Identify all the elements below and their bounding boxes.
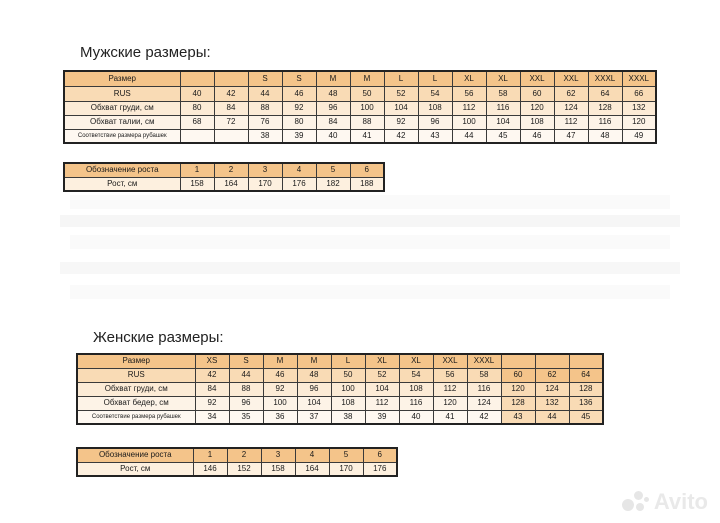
- women-height-table: [76, 447, 398, 477]
- table-row: [64, 71, 656, 86]
- table-cell: 112: [433, 382, 467, 396]
- row-label: Соответствие размера рубашек: [64, 129, 180, 143]
- table-cell: L: [418, 71, 452, 86]
- table-cell: 170: [248, 177, 282, 191]
- table-cell: 92: [384, 115, 418, 129]
- table-cell: 50: [331, 368, 365, 382]
- table-cell: 6: [350, 163, 384, 177]
- table-row: [77, 354, 603, 368]
- table-cell: 112: [452, 101, 486, 115]
- table-cell: 43: [501, 410, 535, 424]
- table-cell: 104: [486, 115, 520, 129]
- table-cell: 92: [195, 396, 229, 410]
- row-label: Размер: [64, 71, 180, 86]
- table-cell: XXL: [520, 71, 554, 86]
- table-cell: 38: [248, 129, 282, 143]
- men-size-table: [63, 70, 657, 144]
- table-cell: 46: [282, 86, 316, 101]
- table-cell: 80: [282, 115, 316, 129]
- table-row: [77, 396, 603, 410]
- table-cell: 64: [569, 368, 603, 382]
- row-label: Обозначение роста: [77, 448, 193, 462]
- table-cell: [535, 354, 569, 368]
- table-cell: 84: [195, 382, 229, 396]
- table-cell: 44: [535, 410, 569, 424]
- table-cell: [501, 354, 535, 368]
- table-cell: 45: [486, 129, 520, 143]
- table-cell: 42: [384, 129, 418, 143]
- table-cell: 1: [180, 163, 214, 177]
- table-cell: 56: [452, 86, 486, 101]
- table-cell: 54: [399, 368, 433, 382]
- table-cell: 68: [180, 115, 214, 129]
- table-cell: 124: [535, 382, 569, 396]
- table-cell: 136: [569, 396, 603, 410]
- table-cell: 92: [282, 101, 316, 115]
- table-cell: 164: [295, 462, 329, 476]
- table-row: [64, 177, 384, 191]
- table-cell: 120: [501, 382, 535, 396]
- table-cell: 96: [229, 396, 263, 410]
- row-label: Обхват груди, см: [64, 101, 180, 115]
- table-row: [64, 86, 656, 101]
- table-cell: 48: [297, 368, 331, 382]
- table-cell: 3: [261, 448, 295, 462]
- table-cell: 37: [297, 410, 331, 424]
- table-cell: 44: [248, 86, 282, 101]
- table-cell: 5: [316, 163, 350, 177]
- table-cell: L: [384, 71, 418, 86]
- table-cell: 104: [365, 382, 399, 396]
- table-cell: 4: [295, 448, 329, 462]
- table-cell: 176: [282, 177, 316, 191]
- table-cell: 100: [350, 101, 384, 115]
- table-cell: 40: [316, 129, 350, 143]
- table-cell: 66: [622, 86, 656, 101]
- table-row: [64, 163, 384, 177]
- row-label: Обхват бедер, см: [77, 396, 195, 410]
- table-cell: 3: [248, 163, 282, 177]
- table-row: [77, 410, 603, 424]
- table-cell: 128: [588, 101, 622, 115]
- table-cell: 6: [363, 448, 397, 462]
- table-cell: [180, 71, 214, 86]
- avito-wordmark: Avito: [653, 489, 708, 514]
- table-cell: 112: [554, 115, 588, 129]
- table-cell: 188: [350, 177, 384, 191]
- table-cell: 96: [297, 382, 331, 396]
- table-cell: 38: [331, 410, 365, 424]
- table-cell: 128: [501, 396, 535, 410]
- table-cell: 96: [316, 101, 350, 115]
- table-cell: 44: [452, 129, 486, 143]
- table-cell: 132: [622, 101, 656, 115]
- table-cell: 41: [433, 410, 467, 424]
- table-cell: [214, 129, 248, 143]
- table-cell: 88: [229, 382, 263, 396]
- row-label: Обхват груди, см: [77, 382, 195, 396]
- row-label: Размер: [77, 354, 195, 368]
- table-cell: 48: [588, 129, 622, 143]
- table-cell: 100: [263, 396, 297, 410]
- table-cell: XXXL: [622, 71, 656, 86]
- table-cell: XXXL: [467, 354, 501, 368]
- table-cell: 44: [229, 368, 263, 382]
- table-row: [77, 462, 397, 476]
- table-cell: XL: [486, 71, 520, 86]
- table-cell: 84: [214, 101, 248, 115]
- table-cell: 100: [331, 382, 365, 396]
- table-cell: 60: [520, 86, 554, 101]
- table-cell: 39: [365, 410, 399, 424]
- table-cell: 158: [261, 462, 295, 476]
- table-cell: 56: [433, 368, 467, 382]
- table-cell: 108: [520, 115, 554, 129]
- table-cell: 76: [248, 115, 282, 129]
- table-cell: 60: [501, 368, 535, 382]
- row-label: Рост, см: [77, 462, 193, 476]
- table-cell: M: [263, 354, 297, 368]
- table-cell: 128: [569, 382, 603, 396]
- table-cell: 40: [180, 86, 214, 101]
- table-cell: [180, 129, 214, 143]
- row-label: Рост, см: [64, 177, 180, 191]
- table-cell: 108: [399, 382, 433, 396]
- men-height-table: [63, 162, 385, 192]
- row-label: Обозначение роста: [64, 163, 180, 177]
- table-cell: 40: [399, 410, 433, 424]
- table-cell: 104: [384, 101, 418, 115]
- table-cell: 36: [263, 410, 297, 424]
- table-cell: 2: [214, 163, 248, 177]
- table-cell: 146: [193, 462, 227, 476]
- table-cell: S: [282, 71, 316, 86]
- table-cell: 2: [227, 448, 261, 462]
- table-cell: 100: [452, 115, 486, 129]
- table-cell: 84: [316, 115, 350, 129]
- table-cell: 182: [316, 177, 350, 191]
- women-heading: Женские размеры:: [93, 329, 224, 346]
- table-cell: 47: [554, 129, 588, 143]
- row-label: Соответствие размера рубашек: [77, 410, 195, 424]
- table-cell: 124: [467, 396, 501, 410]
- avito-dots-icon: [620, 489, 650, 515]
- table-cell: 42: [214, 86, 248, 101]
- table-cell: 124: [554, 101, 588, 115]
- table-cell: M: [297, 354, 331, 368]
- table-cell: 58: [467, 368, 501, 382]
- table-cell: 46: [520, 129, 554, 143]
- table-cell: 72: [214, 115, 248, 129]
- table-cell: 34: [195, 410, 229, 424]
- table-cell: 120: [520, 101, 554, 115]
- table-cell: L: [331, 354, 365, 368]
- table-cell: 58: [486, 86, 520, 101]
- table-cell: 176: [363, 462, 397, 476]
- table-row: [77, 368, 603, 382]
- table-cell: 64: [588, 86, 622, 101]
- table-row: [77, 448, 397, 462]
- table-cell: 49: [622, 129, 656, 143]
- avito-watermark: [620, 489, 708, 515]
- table-cell: 5: [329, 448, 363, 462]
- table-cell: 45: [569, 410, 603, 424]
- table-cell: 92: [263, 382, 297, 396]
- table-cell: [214, 71, 248, 86]
- table-cell: 164: [214, 177, 248, 191]
- table-cell: 152: [227, 462, 261, 476]
- table-cell: 50: [350, 86, 384, 101]
- table-cell: XL: [452, 71, 486, 86]
- table-cell: 42: [467, 410, 501, 424]
- table-row: [64, 115, 656, 129]
- table-cell: 116: [588, 115, 622, 129]
- table-cell: XXL: [554, 71, 588, 86]
- table-cell: 1: [193, 448, 227, 462]
- table-cell: 116: [399, 396, 433, 410]
- table-row: [64, 129, 656, 143]
- men-heading: Мужские размеры:: [80, 44, 211, 61]
- table-cell: 108: [331, 396, 365, 410]
- row-label: Обхват талии, см: [64, 115, 180, 129]
- table-cell: 48: [316, 86, 350, 101]
- table-cell: 96: [418, 115, 452, 129]
- table-cell: 120: [433, 396, 467, 410]
- table-row: [64, 101, 656, 115]
- table-cell: XXL: [433, 354, 467, 368]
- table-cell: 46: [263, 368, 297, 382]
- table-cell: S: [248, 71, 282, 86]
- table-cell: 54: [418, 86, 452, 101]
- table-cell: 116: [467, 382, 501, 396]
- table-cell: 88: [350, 115, 384, 129]
- table-cell: 35: [229, 410, 263, 424]
- women-size-table: [76, 353, 604, 425]
- table-cell: 170: [329, 462, 363, 476]
- row-label: RUS: [64, 86, 180, 101]
- table-cell: 116: [486, 101, 520, 115]
- table-cell: 132: [535, 396, 569, 410]
- table-cell: S: [229, 354, 263, 368]
- table-cell: 42: [195, 368, 229, 382]
- table-cell: 52: [365, 368, 399, 382]
- table-cell: 62: [535, 368, 569, 382]
- table-cell: 39: [282, 129, 316, 143]
- table-cell: 158: [180, 177, 214, 191]
- table-cell: XS: [195, 354, 229, 368]
- table-cell: 62: [554, 86, 588, 101]
- table-cell: 108: [418, 101, 452, 115]
- table-cell: XL: [365, 354, 399, 368]
- table-cell: XL: [399, 354, 433, 368]
- table-cell: 80: [180, 101, 214, 115]
- table-row: [77, 382, 603, 396]
- table-cell: 112: [365, 396, 399, 410]
- table-cell: 120: [622, 115, 656, 129]
- table-cell: M: [350, 71, 384, 86]
- table-cell: XXXL: [588, 71, 622, 86]
- table-cell: 104: [297, 396, 331, 410]
- table-cell: [569, 354, 603, 368]
- table-cell: 43: [418, 129, 452, 143]
- table-cell: 88: [248, 101, 282, 115]
- table-cell: M: [316, 71, 350, 86]
- table-cell: 41: [350, 129, 384, 143]
- row-label: RUS: [77, 368, 195, 382]
- table-cell: 4: [282, 163, 316, 177]
- table-cell: 52: [384, 86, 418, 101]
